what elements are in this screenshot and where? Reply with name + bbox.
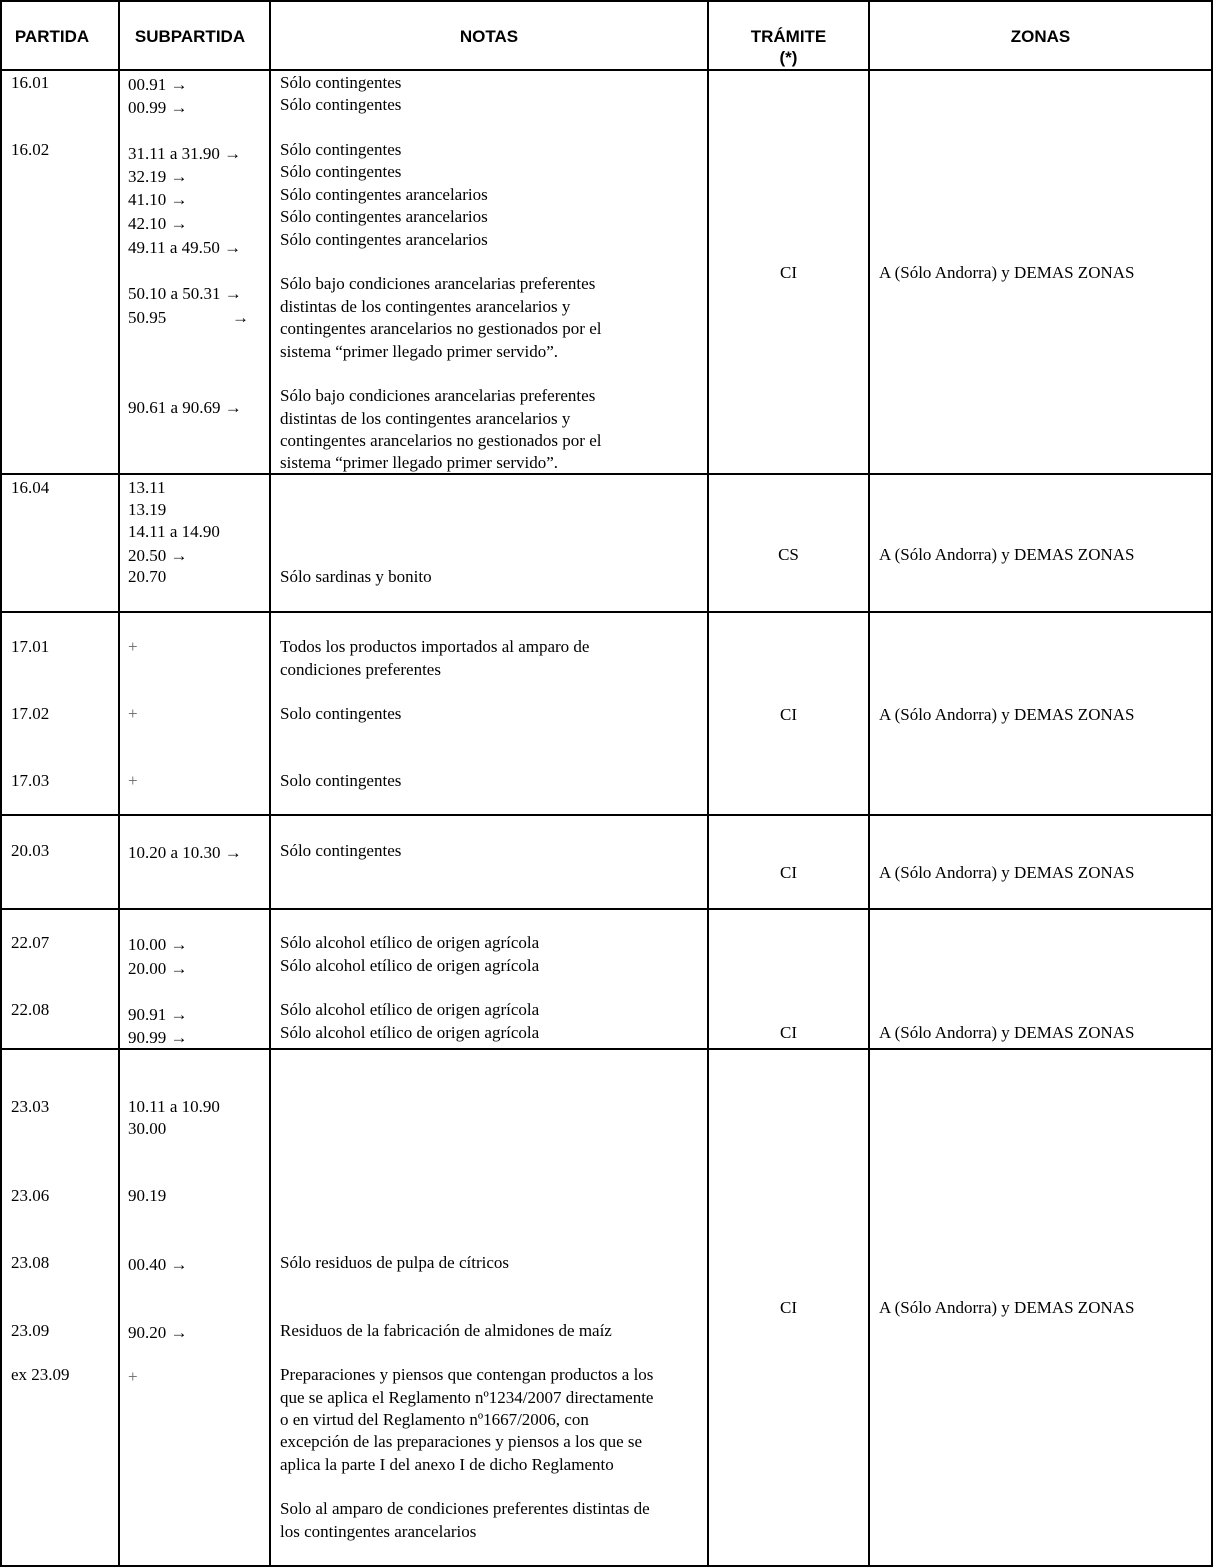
subpartida-cell: + xyxy=(128,1367,138,1386)
partida-cell: 22.08 xyxy=(11,1000,50,1019)
partida-cell: 23.09 xyxy=(11,1321,50,1340)
notas-cell: Sólo bajo condiciones arancelarias preferentes xyxy=(280,386,596,405)
notas-cell: Sólo alcohol etílico de origen agrícola xyxy=(280,1023,540,1042)
header-separator xyxy=(0,69,1213,71)
subpartida-cell: 20.70 xyxy=(128,567,167,586)
subpartida-cell: 00.91 → xyxy=(128,75,188,94)
subpartida-cell: 49.11 a 49.50 → xyxy=(128,238,242,257)
notas-cell: Preparaciones y piensos que contengan productos a los xyxy=(280,1365,654,1384)
zonas-cell: A (Sólo Andorra) y DEMAS ZONAS xyxy=(879,1298,1135,1317)
notas-cell: sistema “primer llegado primer servido”. xyxy=(280,453,559,472)
header-partida: PARTIDA xyxy=(14,27,90,46)
zonas-cell: A (Sólo Andorra) y DEMAS ZONAS xyxy=(879,545,1135,564)
notas-cell: excepción de las preparaciones y piensos a los que se xyxy=(280,1432,643,1451)
notas-cell: distintas de los contingentes arancelarios y xyxy=(280,297,571,316)
subpartida-cell: 90.19 xyxy=(128,1186,167,1205)
partida-cell: 23.08 xyxy=(11,1253,50,1272)
row-separator xyxy=(0,473,1213,475)
subpartida-cell: 10.11 a 10.90 xyxy=(128,1097,220,1116)
subpartida-cell: 50.10 a 50.31 → xyxy=(128,284,242,303)
notas-cell: Sólo contingentes xyxy=(280,95,402,114)
column-divider xyxy=(707,0,709,1567)
column-divider xyxy=(868,0,870,1567)
subpartida-cell: 32.19 → xyxy=(128,167,188,186)
subpartida-cell: 20.00 → xyxy=(128,959,188,978)
notas-cell: Solo contingentes xyxy=(280,704,402,723)
tramite-cell: CI xyxy=(780,863,797,882)
table-border-top xyxy=(0,0,1213,2)
subpartida-cell: 50.95 xyxy=(128,308,167,327)
header-zonas: ZONAS xyxy=(1010,27,1071,46)
notas-cell: que se aplica el Reglamento nº1234/2007 directamente xyxy=(280,1388,654,1407)
header-notas: NOTAS xyxy=(459,27,519,46)
row-separator xyxy=(0,908,1213,910)
notas-cell: Sólo bajo condiciones arancelarias preferentes xyxy=(280,274,596,293)
subpartida-cell: 31.11 a 31.90 → xyxy=(128,144,242,163)
notas-cell: Sólo contingentes xyxy=(280,162,402,181)
subpartida-cell: 14.11 a 14.90 xyxy=(128,522,220,541)
partida-cell: 23.06 xyxy=(11,1186,50,1205)
subpartida-cell: 20.50 → xyxy=(128,546,188,565)
zonas-cell: A (Sólo Andorra) y DEMAS ZONAS xyxy=(879,263,1135,282)
notas-cell: Sólo contingentes xyxy=(280,140,402,159)
subpartida-cell: 41.10 → xyxy=(128,190,188,209)
tramite-cell: CI xyxy=(780,705,797,724)
notas-cell: Sólo alcohol etílico de origen agrícola xyxy=(280,956,540,975)
zonas-cell: A (Sólo Andorra) y DEMAS ZONAS xyxy=(879,705,1135,724)
header-tramite-note: (*) xyxy=(779,48,798,67)
notas-cell: Sólo contingentes xyxy=(280,73,402,92)
subpartida-cell: 90.61 a 90.69 → xyxy=(128,398,242,417)
subpartida-cell: 42.10 → xyxy=(128,214,188,233)
zonas-cell: A (Sólo Andorra) y DEMAS ZONAS xyxy=(879,863,1135,882)
tramite-cell: CI xyxy=(780,1023,797,1042)
subpartida-cell: 13.19 xyxy=(128,500,167,519)
partida-cell: 16.01 xyxy=(11,73,50,92)
subpartida-cell: + xyxy=(128,637,138,656)
subpartida-cell: 10.00 → xyxy=(128,935,188,954)
tramite-cell: CI xyxy=(780,1298,797,1317)
subpartida-cell: + xyxy=(128,771,138,790)
notas-cell: Sólo contingentes arancelarios xyxy=(280,230,488,249)
notas-cell: Solo contingentes xyxy=(280,771,402,790)
column-divider xyxy=(269,0,271,1567)
notas-cell: distintas de los contingentes arancelarios y xyxy=(280,409,571,428)
column-divider xyxy=(118,0,120,1567)
tramite-cell: CS xyxy=(778,545,799,564)
notas-cell: sistema “primer llegado primer servido”. xyxy=(280,342,559,361)
subpartida-cell: 90.99 → xyxy=(128,1028,188,1047)
partida-cell: 23.03 xyxy=(11,1097,50,1116)
row-separator xyxy=(0,814,1213,816)
notas-cell: Sólo contingentes xyxy=(280,841,402,860)
partida-cell: ex 23.09 xyxy=(11,1365,70,1384)
partida-cell: 17.01 xyxy=(11,637,50,656)
arrow-icon: → xyxy=(232,308,249,327)
notas-cell: o en virtud del Reglamento nº1667/2006, con xyxy=(280,1410,589,1429)
subpartida-cell: 10.20 a 10.30 → xyxy=(128,843,242,862)
subpartida-cell: 90.20 → xyxy=(128,1323,188,1342)
subpartida-cell: 30.00 xyxy=(128,1119,167,1138)
subpartida-cell: 00.40 → xyxy=(128,1255,188,1274)
partida-cell: 20.03 xyxy=(11,841,50,860)
partida-cell: 16.02 xyxy=(11,140,50,159)
notas-cell: Todos los productos importados al amparo de xyxy=(280,637,590,656)
notas-cell: Solo al amparo de condiciones preferentes distintas de xyxy=(280,1499,650,1518)
partida-cell: 22.07 xyxy=(11,933,50,952)
zonas-cell: A (Sólo Andorra) y DEMAS ZONAS xyxy=(879,1023,1135,1042)
notas-cell: contingentes arancelarios no gestionados por el xyxy=(280,431,602,450)
notas-cell: Sólo alcohol etílico de origen agrícola xyxy=(280,1000,540,1019)
subpartida-cell: 90.91 → xyxy=(128,1005,188,1024)
notas-cell: condiciones preferentes xyxy=(280,660,441,679)
subpartida-cell: 13.11 xyxy=(128,478,166,497)
subpartida-cell: 00.99 → xyxy=(128,98,188,117)
tramite-cell: CI xyxy=(780,263,797,282)
notas-cell: los contingentes arancelarios xyxy=(280,1522,477,1541)
notas-cell: Sólo alcohol etílico de origen agrícola xyxy=(280,933,540,952)
notas-cell: Sólo residuos de pulpa de cítricos xyxy=(280,1253,509,1272)
partida-cell: 17.03 xyxy=(11,771,50,790)
notas-cell: aplica la parte I del anexo I de dicho Reglamento xyxy=(280,1455,614,1474)
subpartida-cell: + xyxy=(128,704,138,723)
row-separator xyxy=(0,611,1213,613)
notas-cell: contingentes arancelarios no gestionados por el xyxy=(280,319,602,338)
notas-cell: Sólo sardinas y bonito xyxy=(280,567,432,586)
notas-cell: Sólo contingentes arancelarios xyxy=(280,207,488,226)
partida-cell: 17.02 xyxy=(11,704,50,723)
header-subpartida: SUBPARTIDA xyxy=(134,27,246,46)
notas-cell: Sólo contingentes arancelarios xyxy=(280,185,488,204)
table-border-left xyxy=(0,0,2,1567)
partida-cell: 16.04 xyxy=(11,478,50,497)
notas-cell: Residuos de la fabricación de almidones de maíz xyxy=(280,1321,612,1340)
header-tramite: TRÁMITE xyxy=(750,27,827,46)
